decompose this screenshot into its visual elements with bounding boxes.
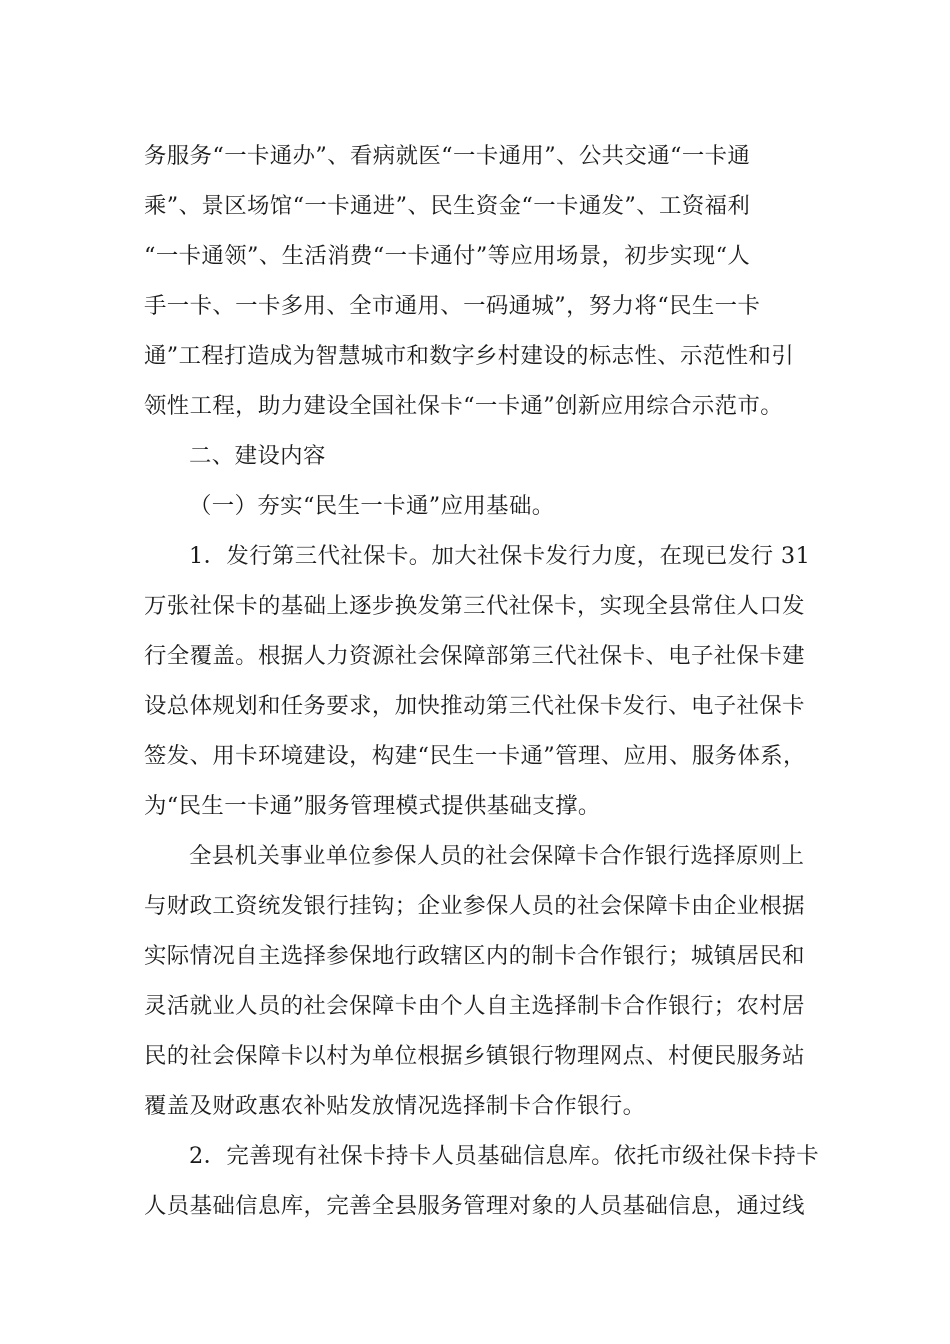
text-line: 通”工程打造成为智慧城市和数字乡村建设的标志性、示范性和引 [144, 343, 794, 369]
text-line: 领性工程，助力建设全国社保卡“一卡通”创新应用综合示范市。 [144, 393, 784, 419]
paragraph-continuation [144, 131, 814, 431]
text-line: 为“民生一卡通”服务管理模式提供基础支撑。 [144, 793, 601, 819]
subsection-heading: （一）夯实“民生一卡通”应用基础。 [189, 493, 555, 519]
text-line: 人员基础信息库，完善全县服务管理对象的人员基础信息，通过线 [144, 1193, 805, 1219]
text-line: 行全覆盖。根据人力资源社会保障部第三代社保卡、电子社保卡建 [144, 643, 805, 669]
text-line: 手一卡、一卡多用、全市通用、一码通城”，努力将“民生一卡 [144, 293, 761, 319]
text-line: 万张社保卡的基础上逐步换发第三代社保卡，实现全县常住人口发 [144, 593, 805, 619]
text-line: 实际情况自主选择参保地行政辖区内的制卡合作银行；城镇居民和 [144, 943, 805, 969]
text-line: 乘”、景区场馆“一卡通进”、民生资金“一卡通发”、工资福利 [144, 193, 751, 219]
paragraph-item-1 [144, 531, 814, 831]
paragraph-bank-selection [144, 831, 814, 1131]
text-line: 与财政工资统发银行挂钩；企业参保人员的社会保障卡由企业根据 [144, 893, 805, 919]
text-line: 覆盖及财政惠农补贴发放情况选择制卡合作银行。 [144, 1093, 646, 1119]
paragraph-item-2 [144, 1131, 819, 1231]
text-line: 2．完善现有社保卡持卡人员基础信息库。依托市级社保卡持卡 [189, 1143, 819, 1169]
text-line: 设总体规划和任务要求，加快推动第三代社保卡发行、电子社保卡 [144, 693, 805, 719]
text-line: 灵活就业人员的社会保障卡由个人自主选择制卡合作银行；农村居 [144, 993, 805, 1019]
section-heading: 二、建设内容 [189, 443, 326, 469]
text-line: 1．发行第三代社保卡。加大社保卡发行力度，在现已发行 31 [189, 543, 811, 569]
text-line: “一卡通领”、生活消费“一卡通付”等应用场景，初步实现“人 [144, 243, 751, 269]
text-line: 务服务“一卡通办”、看病就医“一卡通用”、公共交通“一卡通 [144, 143, 751, 169]
text-line: 全县机关事业单位参保人员的社会保障卡合作银行选择原则上 [189, 843, 805, 869]
text-line: 民的社会保障卡以村为单位根据乡镇银行物理网点、村便民服务站 [144, 1043, 805, 1069]
document-body [144, 131, 819, 1231]
text-line: 签发、用卡环境建设，构建“民生一卡通”管理、应用、服务体系， [144, 743, 806, 769]
